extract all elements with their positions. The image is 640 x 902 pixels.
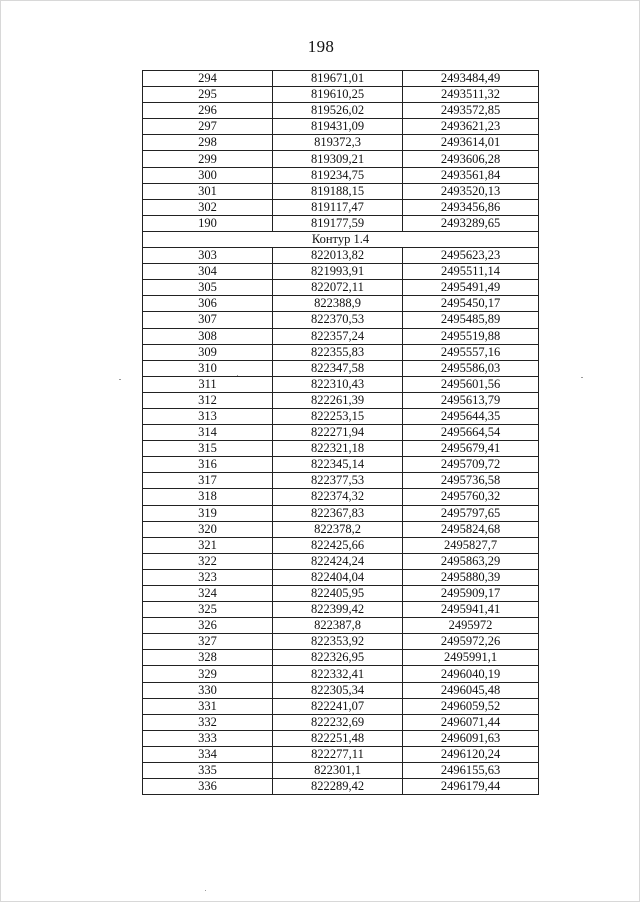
x-coordinate-cell: 822377,53 xyxy=(273,473,403,489)
y-coordinate-cell: 2495991,1 xyxy=(403,650,539,666)
y-coordinate-cell: 2496091,63 xyxy=(403,730,539,746)
y-coordinate-cell: 2493456,86 xyxy=(403,199,539,215)
point-number-cell: 294 xyxy=(143,71,273,87)
y-coordinate-cell: 2493520,13 xyxy=(403,183,539,199)
x-coordinate-cell: 822378,2 xyxy=(273,521,403,537)
table-row xyxy=(143,392,539,408)
point-number-cell: 307 xyxy=(143,312,273,328)
table-row xyxy=(143,730,539,746)
x-coordinate-cell: 819610,25 xyxy=(273,87,403,103)
y-coordinate-cell: 2493621,23 xyxy=(403,119,539,135)
point-number-cell: 324 xyxy=(143,586,273,602)
point-number-cell: 300 xyxy=(143,167,273,183)
x-coordinate-cell: 819117,47 xyxy=(273,199,403,215)
x-coordinate-cell: 822387,8 xyxy=(273,618,403,634)
y-coordinate-cell: 2493289,65 xyxy=(403,215,539,231)
table-row xyxy=(143,151,539,167)
point-number-cell: 312 xyxy=(143,392,273,408)
table-row xyxy=(143,135,539,151)
y-coordinate-cell: 2496040,19 xyxy=(403,666,539,682)
point-number-cell: 316 xyxy=(143,457,273,473)
point-number-cell: 309 xyxy=(143,344,273,360)
y-coordinate-cell: 2493561,84 xyxy=(403,167,539,183)
table-row xyxy=(143,119,539,135)
x-coordinate-cell: 819431,09 xyxy=(273,119,403,135)
scan-speck xyxy=(119,379,121,380)
y-coordinate-cell: 2493511,32 xyxy=(403,87,539,103)
table-row xyxy=(143,489,539,505)
x-coordinate-cell: 822353,92 xyxy=(273,634,403,650)
table-row xyxy=(143,457,539,473)
y-coordinate-cell: 2495613,79 xyxy=(403,392,539,408)
point-number-cell: 305 xyxy=(143,280,273,296)
y-coordinate-cell: 2495797,65 xyxy=(403,505,539,521)
table-row xyxy=(143,376,539,392)
x-coordinate-cell: 822072,11 xyxy=(273,280,403,296)
point-number-cell: 320 xyxy=(143,521,273,537)
y-coordinate-cell: 2495863,29 xyxy=(403,553,539,569)
table-row xyxy=(143,215,539,231)
x-coordinate-cell: 822305,34 xyxy=(273,682,403,698)
x-coordinate-cell: 822013,82 xyxy=(273,248,403,264)
y-coordinate-cell: 2495586,03 xyxy=(403,360,539,376)
x-coordinate-cell: 822367,83 xyxy=(273,505,403,521)
x-coordinate-cell: 822241,07 xyxy=(273,698,403,714)
y-coordinate-cell: 2495972 xyxy=(403,618,539,634)
table-row xyxy=(143,714,539,730)
table-row xyxy=(143,344,539,360)
y-coordinate-cell: 2495623,23 xyxy=(403,248,539,264)
x-coordinate-cell: 822347,58 xyxy=(273,360,403,376)
table-row xyxy=(143,569,539,585)
point-number-cell: 304 xyxy=(143,264,273,280)
table-row xyxy=(143,505,539,521)
table-row xyxy=(143,408,539,424)
y-coordinate-cell: 2496120,24 xyxy=(403,746,539,762)
y-coordinate-cell: 2493484,49 xyxy=(403,71,539,87)
point-number-cell: 296 xyxy=(143,103,273,119)
table-row xyxy=(143,87,539,103)
y-coordinate-cell: 2495760,32 xyxy=(403,489,539,505)
table-row xyxy=(143,71,539,87)
y-coordinate-cell: 2496155,63 xyxy=(403,763,539,779)
y-coordinate-cell: 2495511,14 xyxy=(403,264,539,280)
table-row xyxy=(143,698,539,714)
y-coordinate-cell: 2495736,58 xyxy=(403,473,539,489)
point-number-cell: 328 xyxy=(143,650,273,666)
x-coordinate-cell: 821993,91 xyxy=(273,264,403,280)
x-coordinate-cell: 822424,24 xyxy=(273,553,403,569)
x-coordinate-cell: 822425,66 xyxy=(273,537,403,553)
x-coordinate-cell: 822405,95 xyxy=(273,586,403,602)
point-number-cell: 303 xyxy=(143,248,273,264)
x-coordinate-cell: 822332,41 xyxy=(273,666,403,682)
point-number-cell: 318 xyxy=(143,489,273,505)
x-coordinate-cell: 822232,69 xyxy=(273,714,403,730)
point-number-cell: 334 xyxy=(143,746,273,762)
point-number-cell: 315 xyxy=(143,441,273,457)
x-coordinate-cell: 822301,1 xyxy=(273,763,403,779)
x-coordinate-cell: 822357,24 xyxy=(273,328,403,344)
y-coordinate-cell: 2495485,89 xyxy=(403,312,539,328)
table-row xyxy=(143,328,539,344)
x-coordinate-cell: 822310,43 xyxy=(273,376,403,392)
y-coordinate-cell: 2493572,85 xyxy=(403,103,539,119)
x-coordinate-cell: 822277,11 xyxy=(273,746,403,762)
point-number-cell: 299 xyxy=(143,151,273,167)
table-row xyxy=(143,779,539,795)
y-coordinate-cell: 2495644,35 xyxy=(403,408,539,424)
y-coordinate-cell: 2495679,41 xyxy=(403,441,539,457)
table-row xyxy=(143,296,539,312)
point-number-cell: 323 xyxy=(143,569,273,585)
scan-speck xyxy=(237,375,238,376)
x-coordinate-cell: 819372,3 xyxy=(273,135,403,151)
x-coordinate-cell: 822251,48 xyxy=(273,730,403,746)
x-coordinate-cell: 822253,15 xyxy=(273,408,403,424)
y-coordinate-cell: 2496045,48 xyxy=(403,682,539,698)
x-coordinate-cell: 822345,14 xyxy=(273,457,403,473)
point-number-cell: 302 xyxy=(143,199,273,215)
point-number-cell: 329 xyxy=(143,666,273,682)
point-number-cell: 325 xyxy=(143,602,273,618)
point-number-cell: 327 xyxy=(143,634,273,650)
table-row xyxy=(143,586,539,602)
x-coordinate-cell: 819177,59 xyxy=(273,215,403,231)
y-coordinate-cell: 2496179,44 xyxy=(403,779,539,795)
table-row xyxy=(143,634,539,650)
point-number-cell: 332 xyxy=(143,714,273,730)
point-number-cell: 295 xyxy=(143,87,273,103)
table-row xyxy=(143,183,539,199)
coordinates-table-body xyxy=(143,71,539,795)
y-coordinate-cell: 2495941,41 xyxy=(403,602,539,618)
y-coordinate-cell: 2495664,54 xyxy=(403,425,539,441)
table-row xyxy=(143,537,539,553)
x-coordinate-cell: 819526,02 xyxy=(273,103,403,119)
point-number-cell: 330 xyxy=(143,682,273,698)
y-coordinate-cell: 2495824,68 xyxy=(403,521,539,537)
point-number-cell: 314 xyxy=(143,425,273,441)
x-coordinate-cell: 819309,21 xyxy=(273,151,403,167)
x-coordinate-cell: 819234,75 xyxy=(273,167,403,183)
x-coordinate-cell: 822355,83 xyxy=(273,344,403,360)
y-coordinate-cell: 2495880,39 xyxy=(403,569,539,585)
table-row xyxy=(143,763,539,779)
section-row xyxy=(143,231,539,247)
y-coordinate-cell: 2495972,26 xyxy=(403,634,539,650)
y-coordinate-cell: 2495557,16 xyxy=(403,344,539,360)
y-coordinate-cell: 2495827,7 xyxy=(403,537,539,553)
point-number-cell: 190 xyxy=(143,215,273,231)
point-number-cell: 301 xyxy=(143,183,273,199)
table-row xyxy=(143,425,539,441)
table-row xyxy=(143,650,539,666)
y-coordinate-cell: 2495709,72 xyxy=(403,457,539,473)
point-number-cell: 311 xyxy=(143,376,273,392)
point-number-cell: 336 xyxy=(143,779,273,795)
table-row xyxy=(143,618,539,634)
y-coordinate-cell: 2495519,88 xyxy=(403,328,539,344)
x-coordinate-cell: 822374,32 xyxy=(273,489,403,505)
y-coordinate-cell: 2493606,28 xyxy=(403,151,539,167)
point-number-cell: 331 xyxy=(143,698,273,714)
table-row xyxy=(143,248,539,264)
point-number-cell: 333 xyxy=(143,730,273,746)
scan-speck xyxy=(581,377,583,378)
table-row xyxy=(143,103,539,119)
x-coordinate-cell: 822388,9 xyxy=(273,296,403,312)
section-title: Контур 1.4 xyxy=(143,231,539,247)
table-row xyxy=(143,473,539,489)
x-coordinate-cell: 822404,04 xyxy=(273,569,403,585)
table-row xyxy=(143,521,539,537)
table-row xyxy=(143,666,539,682)
x-coordinate-cell: 822399,42 xyxy=(273,602,403,618)
y-coordinate-cell: 2495601,56 xyxy=(403,376,539,392)
x-coordinate-cell: 822321,18 xyxy=(273,441,403,457)
table-row xyxy=(143,682,539,698)
point-number-cell: 335 xyxy=(143,763,273,779)
point-number-cell: 326 xyxy=(143,618,273,634)
point-number-cell: 298 xyxy=(143,135,273,151)
table-row xyxy=(143,746,539,762)
point-number-cell: 313 xyxy=(143,408,273,424)
y-coordinate-cell: 2496071,44 xyxy=(403,714,539,730)
point-number-cell: 317 xyxy=(143,473,273,489)
x-coordinate-cell: 822370,53 xyxy=(273,312,403,328)
point-number-cell: 310 xyxy=(143,360,273,376)
table-row xyxy=(143,360,539,376)
x-coordinate-cell: 822271,94 xyxy=(273,425,403,441)
point-number-cell: 321 xyxy=(143,537,273,553)
table-row xyxy=(143,199,539,215)
x-coordinate-cell: 822261,39 xyxy=(273,392,403,408)
scan-speck xyxy=(205,890,206,891)
point-number-cell: 297 xyxy=(143,119,273,135)
point-number-cell: 319 xyxy=(143,505,273,521)
page-number: 198 xyxy=(307,37,335,56)
table-row xyxy=(143,602,539,618)
point-number-cell: 306 xyxy=(143,296,273,312)
point-number-cell: 322 xyxy=(143,553,273,569)
table-row xyxy=(143,441,539,457)
y-coordinate-cell: 2495909,17 xyxy=(403,586,539,602)
table-row xyxy=(143,280,539,296)
x-coordinate-cell: 822326,95 xyxy=(273,650,403,666)
y-coordinate-cell: 2493614,01 xyxy=(403,135,539,151)
table-row xyxy=(143,312,539,328)
coordinates-table xyxy=(142,70,539,795)
point-number-cell: 308 xyxy=(143,328,273,344)
y-coordinate-cell: 2495450,17 xyxy=(403,296,539,312)
y-coordinate-cell: 2496059,52 xyxy=(403,698,539,714)
x-coordinate-cell: 822289,42 xyxy=(273,779,403,795)
table-row xyxy=(143,264,539,280)
y-coordinate-cell: 2495491,49 xyxy=(403,280,539,296)
x-coordinate-cell: 819671,01 xyxy=(273,71,403,87)
table-row xyxy=(143,553,539,569)
table-row xyxy=(143,167,539,183)
x-coordinate-cell: 819188,15 xyxy=(273,183,403,199)
